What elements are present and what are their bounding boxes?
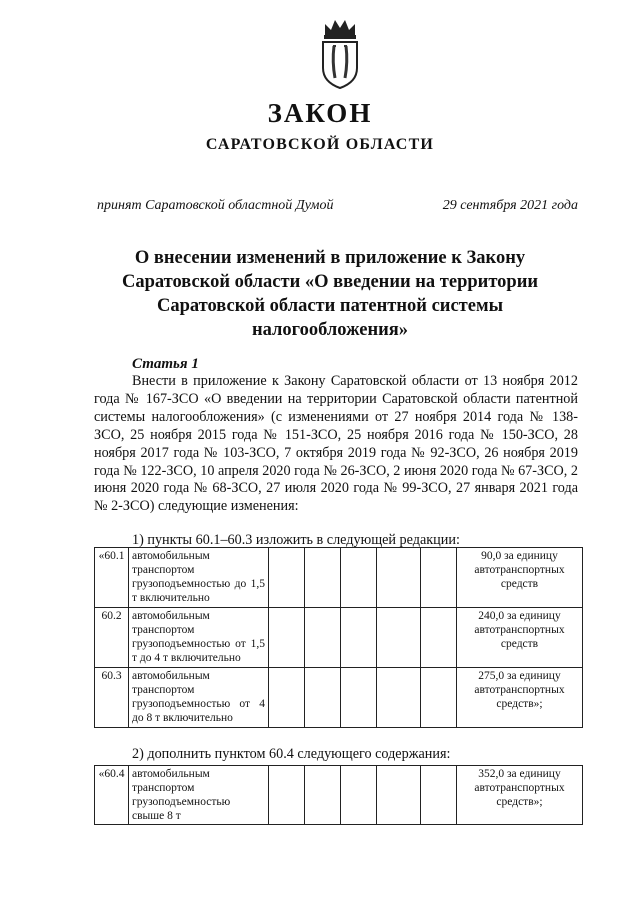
item-description: автомобильным транспортом грузоподъемностью от 1,5 т до 4 т включительно	[129, 608, 269, 668]
article-body	[94, 373, 578, 516]
empty-cell	[341, 548, 377, 608]
item-rate: 275,0 за единицу автотранспортных средств»;	[457, 668, 583, 728]
region-subtitle: САРАТОВСКОЙ ОБЛАСТИ	[205, 136, 435, 153]
empty-cell	[269, 668, 305, 728]
item-number: 60.3	[95, 668, 129, 728]
empty-cell	[305, 668, 341, 728]
coat-of-arms-icon	[319, 16, 361, 90]
empty-cell	[341, 608, 377, 668]
article-title: Статья 1	[132, 356, 199, 372]
heading-line: Саратовской области патентной системы	[156, 296, 504, 316]
article-paragraph: Внести в приложение к Закону Саратовской области от 13 ноября 2012 года № 167-ЗСО «О введении на территории Саратовской области патентной системы налогообложения» (с изменениями от 27 ноября 2014 года № 138-ЗСО, 25 ноября 2015 года № 151-ЗСО, 25 ноября 2016 года № 150-ЗСО, 28 ноября 2017 года № 103-ЗСО, 7 октября 2019 года № 92-ЗСО, 26 ноября 2019 года № 122-ЗСО, 10 апреля 2020 года № 26-ЗСО, 2 июня 2020 года № 67-ЗСО, 2 июня 2020 года № 68-ЗСО, 27 июля 2020 года № 99-ЗСО, 27 января 2021 года № 2-ЗСО) следующие изменения:	[94, 373, 578, 515]
empty-cell	[377, 668, 421, 728]
empty-cell	[341, 766, 377, 825]
heading-line: Саратовской области «О введении на территории	[121, 272, 539, 292]
empty-cell	[341, 668, 377, 728]
adoption-date: 29 сентября 2021 года	[442, 198, 578, 213]
empty-cell	[421, 766, 457, 825]
empty-cell	[377, 548, 421, 608]
item-number: 60.2	[95, 608, 129, 668]
empty-cell	[305, 608, 341, 668]
empty-cell	[377, 608, 421, 668]
amendment-table-1	[94, 547, 583, 728]
item-rate: 90,0 за единицу автотранспортных средств	[457, 548, 583, 608]
empty-cell	[305, 766, 341, 825]
item-number: «60.1	[95, 548, 129, 608]
table-row	[95, 766, 583, 825]
empty-cell	[269, 548, 305, 608]
empty-cell	[421, 548, 457, 608]
empty-cell	[269, 766, 305, 825]
item-2-intro: 2) дополнить пунктом 60.4 следующего содержания:	[132, 746, 451, 762]
empty-cell	[377, 766, 421, 825]
empty-cell	[421, 608, 457, 668]
item-rate: 352,0 за единицу автотранспортных средств»;	[457, 766, 583, 825]
empty-cell	[421, 668, 457, 728]
table-row	[95, 668, 583, 728]
empty-cell	[305, 548, 341, 608]
item-1-intro: 1) пункты 60.1–60.3 изложить в следующей редакции:	[132, 532, 460, 548]
law-title: ЗАКОН	[267, 98, 373, 128]
heading-line: О внесении изменений в приложение к Закону	[134, 248, 526, 268]
item-rate: 240,0 за единицу автотранспортных средств	[457, 608, 583, 668]
heading-line: налогообложения»	[251, 320, 409, 340]
item-description: автомобильным транспортом грузоподъемностью свыше 8 т	[129, 766, 269, 825]
item-description: автомобильным транспортом грузоподъемностью до 1,5 т включительно	[129, 548, 269, 608]
item-number: «60.4	[95, 766, 129, 825]
law-heading	[100, 246, 560, 342]
table-row	[95, 548, 583, 608]
table-row	[95, 608, 583, 668]
adopted-by: принят Саратовской областной Думой	[97, 198, 334, 213]
item-description: автомобильным транспортом грузоподъемностью от 4 до 8 т включительно	[129, 668, 269, 728]
empty-cell	[269, 608, 305, 668]
amendment-table-2	[94, 765, 583, 825]
